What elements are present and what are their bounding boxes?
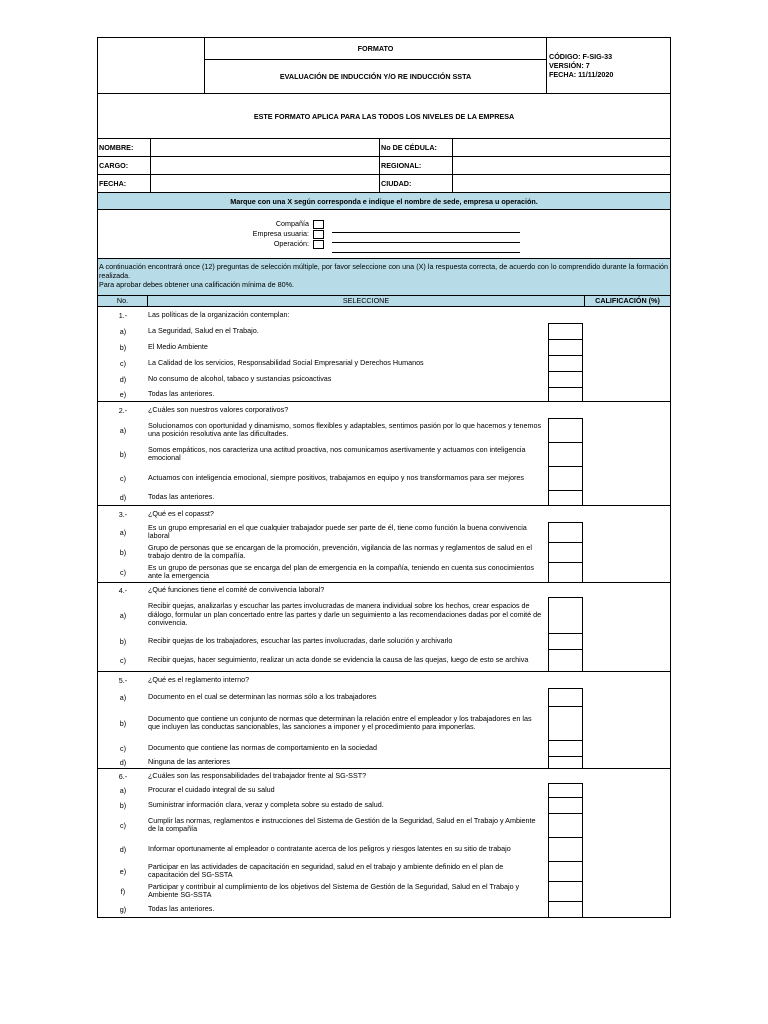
- answer-checkbox[interactable]: [548, 466, 583, 490]
- answer-option: [98, 837, 583, 861]
- company-options: [98, 210, 670, 259]
- option-text: Procurar el cuidado integral de su salud: [148, 784, 275, 794]
- option-user-company-checkbox[interactable]: [313, 230, 324, 239]
- answer-option: [98, 442, 583, 466]
- option-text: Es un grupo empresarial en el que cualquier trabajador puede ser parte de él, tiene como función la buena convivencia laboral: [148, 522, 527, 540]
- question-row: [98, 672, 583, 688]
- question-number: 6.-: [118, 771, 128, 781]
- cargo-label: CARGO:: [98, 157, 151, 174]
- answer-checkbox[interactable]: [548, 783, 583, 797]
- answer-checkbox[interactable]: [548, 442, 583, 466]
- question-number: 1.-: [118, 310, 128, 320]
- option-text: El Medio Ambiente: [148, 341, 208, 351]
- table-header: [98, 296, 670, 307]
- option-text: Es un grupo de personas que se encarga del plan de emergencia en la compañía, teniendo en cuenta sus conocimientos ante la emergencia: [148, 562, 534, 580]
- option-letter: e): [119, 866, 127, 876]
- questions-list: [98, 307, 670, 917]
- grade-cell[interactable]: [583, 402, 670, 505]
- option-letter: c): [120, 655, 126, 665]
- operation-name-line[interactable]: [332, 251, 520, 253]
- option-operation-checkbox[interactable]: [313, 240, 324, 249]
- option-text: Participar en las actividades de capacitación en seguridad, salud en el trabajo y ambiente definido en el plan de capacitación del SG-SSTA: [148, 861, 504, 879]
- option-letter: d): [119, 844, 127, 854]
- answer-option: [98, 901, 583, 917]
- question-text: ¿Cuáles son las responsabilidades del trabajador frente al SG-SST?: [148, 770, 367, 780]
- answer-option: [98, 562, 583, 582]
- grade-cell[interactable]: [583, 583, 670, 671]
- answer-option: [98, 813, 583, 837]
- option-text: Actuamos con inteligencia emocional, siempre positivos, trabajamos en equipo y nos transformamos para ser mejores: [148, 472, 524, 482]
- answer-checkbox[interactable]: [548, 740, 583, 756]
- answer-option: [98, 797, 583, 813]
- form-date: FECHA: 11/11/2020: [549, 70, 614, 79]
- option-letter: a): [119, 326, 127, 336]
- option-letter: b): [119, 547, 127, 557]
- question-row: [98, 402, 583, 418]
- answer-option: [98, 861, 583, 881]
- answer-option: [98, 688, 583, 706]
- answer-checkbox[interactable]: [548, 371, 583, 387]
- option-text: Documento que contiene un conjunto de normas que determinan la relación entre el empleador y los trabajadores en las que incluyen las conductas sancionables, las sanciones a imponer y el procedimiento para imponerlas.: [148, 713, 532, 731]
- col-calificacion: CALIFICACIÓN (%): [595, 296, 660, 305]
- option-text: Documento que contiene las normas de comportamiento en la sociedad: [148, 742, 377, 752]
- evaluation-form: [97, 37, 671, 918]
- option-text: No consumo de alcohol, tabaco y sustancias psicoactivas: [148, 373, 332, 383]
- option-letter: b): [119, 636, 127, 646]
- answer-checkbox[interactable]: [548, 323, 583, 339]
- option-operation-label: Operación:: [273, 239, 309, 248]
- answer-checkbox[interactable]: [548, 649, 583, 671]
- answer-checkbox[interactable]: [548, 597, 583, 633]
- option-letter: b): [119, 800, 127, 810]
- answer-option: [98, 490, 583, 505]
- option-letter: a): [119, 425, 127, 435]
- option-text: La Seguridad, Salud en el Trabajo.: [148, 325, 259, 335]
- form-code: CÓDIGO: F-SIG-33: [549, 52, 613, 61]
- answer-option: [98, 756, 583, 768]
- option-letter: c): [120, 820, 126, 830]
- grade-cell[interactable]: [583, 672, 670, 768]
- option-company-checkbox[interactable]: [313, 220, 324, 229]
- option-letter: b): [119, 449, 127, 459]
- answer-option: [98, 522, 583, 542]
- answer-checkbox[interactable]: [548, 633, 583, 649]
- cedula-label: No DE CÉDULA:: [380, 139, 453, 156]
- option-letter: e): [119, 389, 127, 399]
- answer-checkbox[interactable]: [548, 861, 583, 881]
- option-text: Recibir quejas, hacer seguimiento, realizar un acta donde se evidencia la causa de las quejas, luego de esto se archiva: [148, 654, 529, 664]
- question-row: [98, 506, 583, 522]
- regional-field[interactable]: [453, 157, 670, 174]
- question-row: [98, 307, 583, 323]
- answer-checkbox[interactable]: [548, 797, 583, 813]
- option-letter: a): [119, 610, 127, 620]
- question-number: 5.-: [118, 675, 128, 685]
- option-letter: c): [120, 743, 126, 753]
- answer-option: [98, 542, 583, 562]
- option-text: Recibir quejas de los trabajadores, escuchar las partes involucradas, darle solución y archivarlo: [148, 635, 453, 645]
- option-letter: f): [120, 886, 126, 896]
- question-block: [98, 307, 670, 402]
- option-letter: a): [119, 527, 127, 537]
- option-user-company-label: Empresa usuaria:: [252, 229, 309, 238]
- option-text: Suministrar información clara, veraz y completa sobre su estado de salud.: [148, 799, 384, 809]
- cedula-field[interactable]: [453, 139, 670, 156]
- grade-cell[interactable]: [583, 769, 670, 917]
- answer-option: [98, 706, 583, 740]
- question-text: ¿Qué es el reglamento interno?: [148, 674, 250, 684]
- answer-checkbox[interactable]: [548, 562, 583, 582]
- option-text: La Calidad de los servicios, Responsabilidad Social Empresarial y Derechos Humanos: [148, 357, 424, 367]
- option-text: Todas las anteriores.: [148, 388, 215, 398]
- answer-checkbox[interactable]: [548, 756, 583, 768]
- question-block: [98, 583, 670, 672]
- answer-checkbox[interactable]: [548, 522, 583, 542]
- option-letter: d): [119, 374, 127, 384]
- nombre-field[interactable]: [151, 139, 380, 156]
- answer-option: [98, 783, 583, 797]
- question-text: ¿Cuáles son nuestros valores corporativos?: [148, 404, 289, 414]
- question-number: 3.-: [118, 509, 128, 519]
- answer-option: [98, 649, 583, 671]
- grade-cell[interactable]: [583, 307, 670, 401]
- fecha-label: FECHA:: [98, 175, 151, 192]
- question-text: ¿Qué es el copasst?: [148, 508, 214, 518]
- answer-option: [98, 881, 583, 901]
- question-block: [98, 769, 670, 917]
- answer-checkbox[interactable]: [548, 339, 583, 355]
- grade-cell[interactable]: [583, 506, 670, 582]
- option-letter: c): [120, 473, 126, 483]
- question-row: [98, 583, 583, 597]
- answer-checkbox[interactable]: [548, 706, 583, 740]
- form-meta: [547, 38, 670, 93]
- applies-note: ESTE FORMATO APLICA PARA LAS TODOS LOS NIVELES DE LA EMPRESA: [253, 111, 515, 121]
- option-text: Participar y contribuir al cumplimiento de los objetivos del Sistema de Gestión de la Seguridad, Salud en el Trabajo y Ambiente SG-SSTA: [148, 881, 520, 899]
- question-text: ¿Qué funciones tiene el comité de convivencia laboral?: [148, 584, 325, 594]
- instructions-text: A continuación encontrará once (12) preguntas de selección múltiple, por favor seleccione con una (X) la respuesta correcta, de acuerdo con lo comprendido durante la formación realizada.: [99, 262, 668, 280]
- option-text: Somos empáticos, nos caracteriza una actitud proactiva, nos comunicamos asertivamente y actuamos con inteligencia emocional: [148, 444, 526, 462]
- question-block: [98, 402, 670, 506]
- ciudad-field[interactable]: [453, 175, 670, 192]
- answer-checkbox[interactable]: [548, 837, 583, 861]
- option-text: Recibir quejas, analizarlas y escuchar las partes involucradas de manera individual sobre los hechos, crear espacios de diálogo, formular un plan concertado entre las partes y darle un seguimiento a las recomendaciones dadas por el comité de convivencia.: [148, 601, 542, 628]
- question-text: Las políticas de la organización contemplan:: [148, 309, 290, 319]
- option-text: Documento en el cual se determinan las normas sólo a los trabajadores: [148, 691, 377, 701]
- col-seleccione: SELECCIONE: [148, 296, 585, 306]
- form-title: EVALUACIÓN DE INDUCCIÓN Y/O RE INDUCCIÓN SSTA: [279, 72, 472, 81]
- answer-checkbox[interactable]: [548, 901, 583, 917]
- answer-option: [98, 633, 583, 649]
- option-letter: g): [119, 904, 127, 914]
- answer-option: [98, 418, 583, 442]
- nombre-label: NOMBRE:: [98, 139, 151, 156]
- answer-checkbox[interactable]: [548, 881, 583, 901]
- answer-checkbox[interactable]: [548, 542, 583, 562]
- answer-option: [98, 466, 583, 490]
- option-letter: c): [120, 567, 126, 577]
- instructions: [98, 259, 670, 295]
- logo-area: [98, 38, 205, 93]
- format-label: FORMATO: [205, 38, 546, 60]
- option-text: Todas las anteriores.: [148, 903, 215, 913]
- ciudad-label: CIUDAD:: [380, 175, 453, 192]
- fecha-field[interactable]: [151, 175, 380, 192]
- answer-option: [98, 371, 583, 387]
- option-letter: d): [119, 493, 127, 502]
- answer-option: [98, 387, 583, 401]
- regional-label: REGIONAL:: [380, 157, 453, 174]
- option-letter: a): [119, 785, 127, 795]
- option-letter: b): [119, 718, 127, 728]
- option-company-label: Compañía: [275, 219, 309, 228]
- option-text: Informar oportunamente al empleador o contratante acerca de los peligros y riesgos latentes en su sitio de trabajo: [148, 843, 511, 853]
- form-header: [98, 38, 670, 94]
- question-row: [98, 769, 583, 783]
- answer-checkbox[interactable]: [548, 490, 583, 505]
- option-text: Cumplir las normas, reglamentos e instrucciones del Sistema de Gestión de la Seguridad, Salud en el Trabajo y Ambiente de la compañía: [148, 815, 536, 833]
- option-letter: b): [119, 342, 127, 352]
- answer-option: [98, 740, 583, 756]
- option-letter: a): [119, 692, 127, 702]
- answer-checkbox[interactable]: [548, 355, 583, 371]
- question-block: [98, 506, 670, 583]
- cargo-field[interactable]: [151, 157, 380, 174]
- option-letter: d): [119, 757, 127, 767]
- answer-checkbox[interactable]: [548, 688, 583, 706]
- option-text: Solucionamos con oportunidad y dinamismo, somos flexibles y adaptables, sentimos pasión por lo que hacemos y tenemos una posición resolutiva ante las dificultades.: [148, 420, 542, 438]
- option-text: Todas las anteriores.: [148, 492, 215, 502]
- question-number: 4.-: [118, 585, 128, 595]
- answer-option: [98, 323, 583, 339]
- answer-checkbox[interactable]: [548, 418, 583, 442]
- question-block: [98, 672, 670, 769]
- form-version: VERSIÓN: 7: [549, 61, 590, 70]
- option-text: Ninguna de las anteriores: [148, 756, 230, 766]
- col-no: No.: [98, 296, 148, 306]
- answer-option: [98, 339, 583, 355]
- option-text: Grupo de personas que se encargan de la promoción, prevención, vigilancia de las normas y reglamentos de salud en el trabajo dentro de la compañía.: [148, 542, 532, 560]
- question-number: 2.-: [118, 405, 128, 415]
- answer-checkbox[interactable]: [548, 387, 583, 401]
- mark-instruction: Marque con una X según corresponda e indique el nombre de sede, empresa u operación.: [230, 196, 538, 206]
- answer-option: [98, 355, 583, 371]
- option-letter: c): [120, 358, 126, 368]
- answer-option: [98, 597, 583, 633]
- min-score-text: Para aprobar debes obtener una calificación mínima de 80%.: [99, 280, 294, 289]
- answer-checkbox[interactable]: [548, 813, 583, 837]
